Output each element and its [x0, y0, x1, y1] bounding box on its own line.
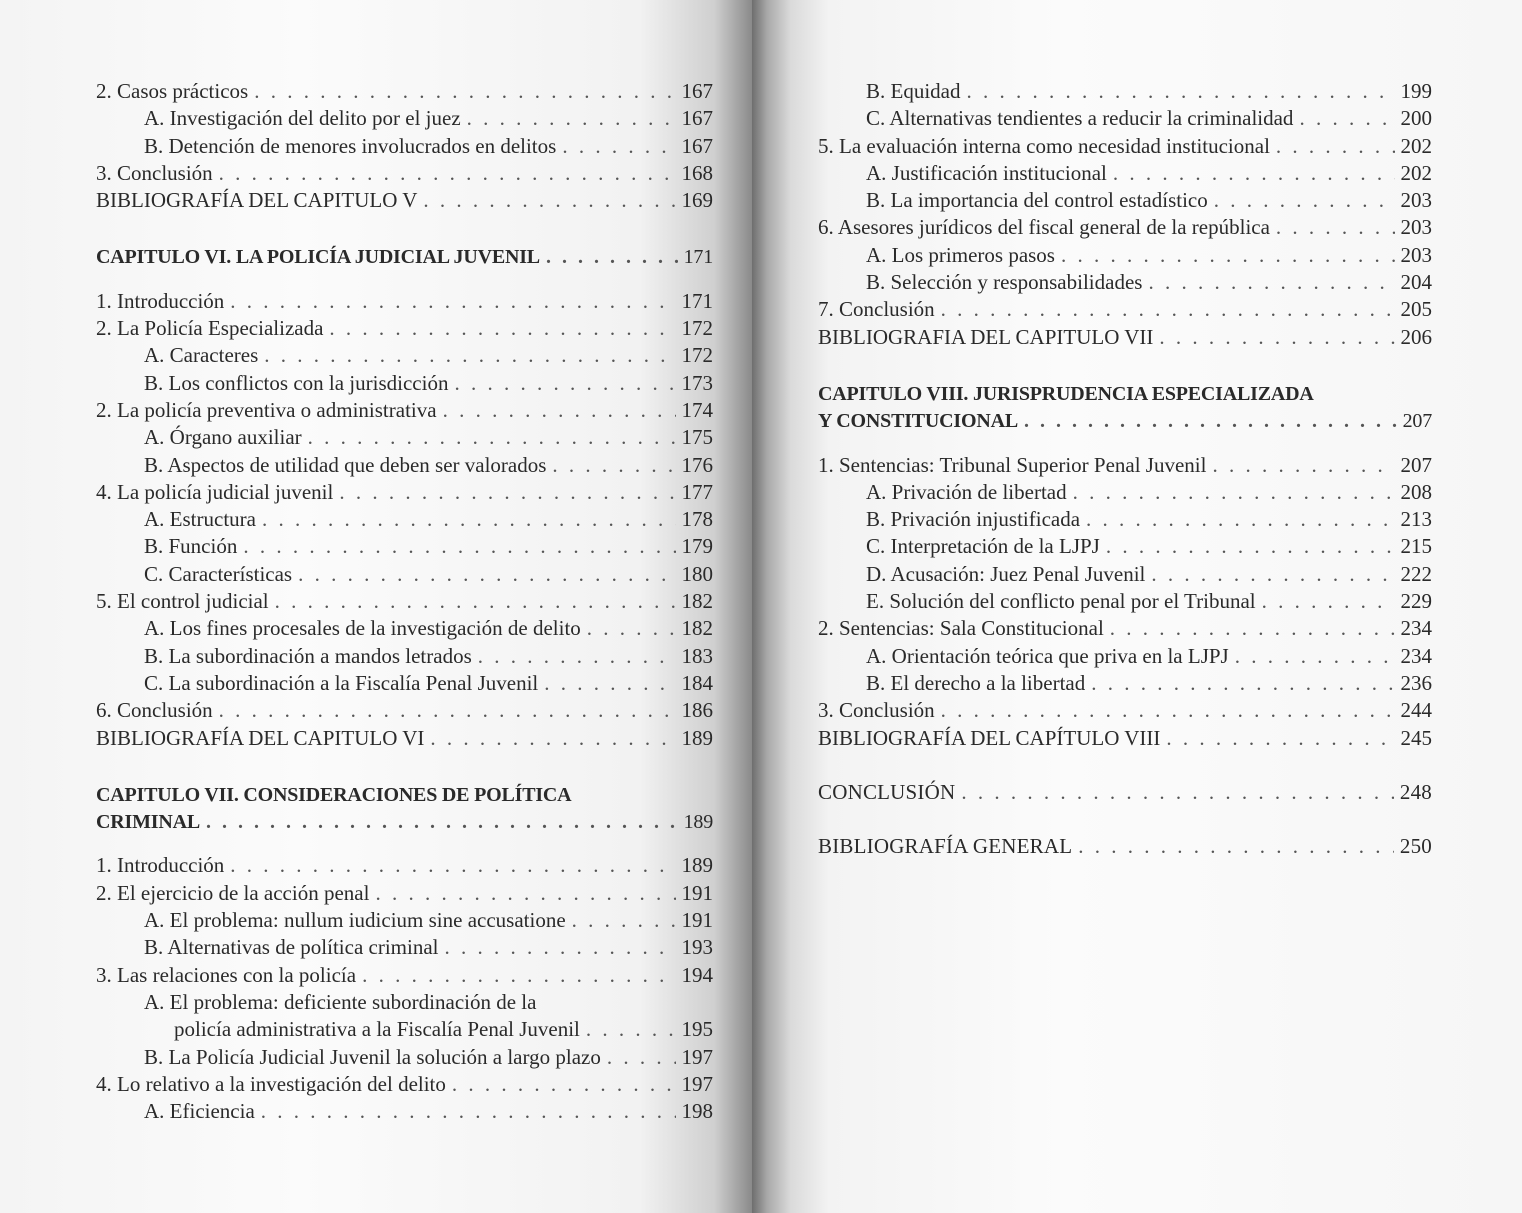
entry-label: 1. Sentencias: Tribunal Superior Penal Juvenil [818, 452, 1207, 477]
toc-entry [96, 506, 713, 533]
entry-label: C. La subordinación a la Fiscalía Penal Juvenil [144, 670, 539, 695]
dot-leader [1078, 833, 1394, 860]
dot-leader [1113, 160, 1395, 187]
toc-block-3 [96, 852, 713, 988]
dot-leader [454, 370, 675, 397]
toc-entry [96, 1071, 713, 1098]
page-number: 171 [681, 288, 713, 313]
toc-entry [818, 324, 1432, 351]
dot-leader [1148, 269, 1394, 296]
chapter-heading-viii [818, 408, 1432, 435]
dot-leader [544, 670, 675, 697]
toc-block-4 [96, 1044, 713, 1126]
entry-label: 2. La policía preventiva o administrativa [96, 397, 437, 422]
page-number: 229 [1400, 589, 1432, 614]
dot-leader [339, 479, 675, 506]
dot-leader [308, 424, 676, 451]
page-number: 234 [1400, 643, 1432, 668]
toc-right [818, 78, 1432, 860]
toc-entry [818, 78, 1432, 105]
toc-entry [96, 160, 713, 187]
page-number: 182 [681, 589, 713, 614]
chapter-title-line2: Y CONSTITUCIONAL [818, 410, 1018, 433]
page-number: 191 [681, 880, 713, 905]
page-number: 174 [681, 397, 713, 422]
page-number: 182 [681, 616, 713, 641]
toc-entry-conclusion [818, 779, 1432, 806]
page-number: 189 [681, 725, 713, 750]
entry-label: 2. La Policía Especializada [96, 316, 324, 341]
page-number: 173 [681, 370, 713, 395]
toc-entry [818, 588, 1432, 615]
dot-leader [329, 315, 675, 342]
entry-label: 6. Asesores jurídicos del fiscal general de la república [818, 215, 1270, 240]
toc-entry [818, 643, 1432, 670]
dot-leader [607, 1044, 676, 1071]
entry-label: B. Equidad [866, 79, 961, 103]
toc-entry [96, 907, 713, 934]
entry-label: A. Los primeros pasos [866, 242, 1055, 267]
toc-entry [818, 670, 1432, 697]
toc-left [96, 78, 713, 1125]
entry-label: 3. Conclusión [818, 698, 935, 723]
toc-entry [96, 697, 713, 724]
chapter-heading-vi [96, 244, 713, 271]
dot-leader [445, 934, 676, 961]
entry-label: B. Detención de menores involucrados en delitos [144, 133, 557, 158]
toc-entry [96, 615, 713, 642]
page-number: 197 [681, 1044, 713, 1069]
toc-entry [96, 934, 713, 961]
dot-leader [375, 880, 675, 907]
left-page [0, 0, 752, 1213]
toc-entry [96, 288, 713, 315]
entry-label: 2. Casos prácticos [96, 79, 249, 103]
entry-label: 3. Conclusión [96, 160, 213, 185]
dot-leader [452, 1071, 676, 1098]
entry-label: 6. Conclusión [96, 698, 213, 723]
page-number: 203 [1400, 188, 1432, 213]
page-number: 189 [681, 853, 713, 878]
page-number: 184 [681, 670, 713, 695]
page-number: 203 [1400, 215, 1432, 240]
dot-leader [1166, 725, 1394, 752]
toc-entry [818, 105, 1432, 132]
dot-leader [1276, 133, 1395, 160]
toc-entry [818, 533, 1432, 560]
entry-label: 3. Las relaciones con la policía [96, 962, 357, 987]
toc-entry [818, 133, 1432, 160]
page-number: 215 [1400, 534, 1432, 559]
toc-entry [818, 160, 1432, 187]
page-number: 198 [681, 1099, 713, 1124]
page-number: 248 [1399, 779, 1432, 804]
entry-label: 2. Sentencias: Sala Constitucional [818, 616, 1104, 641]
page-number: 172 [681, 343, 713, 368]
entry-label: A. Estructura [144, 507, 256, 532]
toc-entry [96, 105, 713, 132]
toc-entry [818, 187, 1432, 214]
dot-leader [1024, 408, 1397, 435]
dot-leader [254, 78, 675, 105]
toc-entry [818, 725, 1432, 752]
dot-leader [219, 160, 676, 187]
entry-label: A. Eficiencia [144, 1099, 255, 1124]
entry-label: 5. El control judicial [96, 589, 269, 614]
page-number: 206 [1400, 324, 1432, 349]
toc-entry [96, 342, 713, 369]
entry-label: 1. Introducción [96, 853, 225, 878]
entry-label: B. Función [144, 534, 238, 559]
dot-leader [1091, 670, 1394, 697]
page-number: 195 [681, 1017, 713, 1042]
dot-leader [1235, 643, 1395, 670]
page-number: 167 [681, 133, 713, 158]
entry-label: 2. El ejercicio de la acción penal [96, 880, 370, 905]
page-number: 205 [1400, 297, 1432, 322]
entry-label: B. Alternativas de política criminal [144, 935, 439, 960]
entry-label: A. Privación de libertad [866, 479, 1067, 504]
entry-label: C. Interpretación de la LJPJ [866, 534, 1100, 559]
toc-entry-bibliography [818, 833, 1432, 860]
dot-leader [275, 588, 676, 615]
entry-label: B. La Policía Judicial Juvenil la solución a largo plazo [144, 1044, 601, 1069]
toc-entry [96, 397, 713, 424]
toc-entry [96, 1098, 713, 1125]
dot-leader [219, 697, 676, 724]
entry-label: A. Los fines procesales de la investigación de delito [144, 616, 581, 641]
toc-entry [96, 452, 713, 479]
page-number: 194 [681, 962, 713, 987]
entry-label: BIBLIOGRAFÍA DEL CAPITULO V [96, 188, 418, 213]
entry-label: 4. Lo relativo a la investigación del delito [96, 1071, 446, 1096]
page-number: 202 [1400, 160, 1432, 185]
entry-label: B. La subordinación a mandos letrados [144, 643, 472, 668]
page-number: 180 [681, 561, 713, 586]
page-number: 213 [1400, 507, 1432, 532]
page-number: 200 [1400, 106, 1432, 131]
page-number: 176 [681, 452, 713, 477]
page-number: 167 [681, 106, 713, 131]
toc-entry [96, 78, 713, 105]
toc-entry-multiline-line2 [96, 1016, 713, 1043]
page-number: 236 [1400, 670, 1432, 695]
page-number: 197 [681, 1071, 713, 1096]
dot-leader [552, 452, 675, 479]
toc-entry [96, 479, 713, 506]
toc-entry [818, 242, 1432, 269]
entry-label: A. El problema: nullum iudicium sine accusatione [144, 908, 566, 933]
toc-entry [96, 133, 713, 160]
dot-leader [264, 342, 675, 369]
toc-block-6 [818, 452, 1432, 752]
dot-leader [562, 133, 675, 160]
entry-label: B. Selección y responsabilidades [866, 270, 1143, 295]
toc-entry [96, 424, 713, 451]
dot-leader [467, 105, 676, 132]
entry-label: B. El derecho a la libertad [866, 670, 1086, 695]
entry-label: BIBLIOGRAFÍA DEL CAPITULO VI [96, 725, 425, 750]
dot-leader [1299, 105, 1394, 132]
page-number: 183 [681, 643, 713, 668]
dot-leader [961, 779, 1394, 806]
dot-leader [1110, 615, 1395, 642]
entry-label: 7. Conclusión [818, 297, 935, 322]
toc-entry [818, 615, 1432, 642]
page-number: 169 [681, 188, 713, 213]
entry-label: 1. Introducción [96, 288, 225, 313]
entry-label: BIBLIOGRAFIA DEL CAPITULO VII [818, 324, 1154, 349]
toc-block-2 [96, 288, 713, 752]
dot-leader [362, 962, 675, 989]
entry-label: BIBLIOGRAFÍA DEL CAPÍTULO VIII [818, 725, 1161, 750]
toc-entry-multiline-line1 [96, 989, 713, 1016]
page-number: 208 [1400, 479, 1432, 504]
toc-entry [96, 880, 713, 907]
dot-leader [1073, 479, 1395, 506]
page-number: 203 [1400, 242, 1432, 267]
toc-entry [96, 670, 713, 697]
toc-block-1 [96, 78, 713, 214]
toc-entry [818, 479, 1432, 506]
dot-leader [430, 725, 675, 752]
toc-entry [96, 588, 713, 615]
page-number: 222 [1400, 561, 1432, 586]
chapter-title-line2: CRIMINAL [96, 811, 200, 834]
page-number: 250 [1399, 834, 1432, 859]
page-number: 193 [681, 935, 713, 960]
toc-entry [818, 269, 1432, 296]
page-number: 191 [681, 908, 713, 933]
entry-label: C. Características [144, 561, 293, 586]
toc-entry [818, 452, 1432, 479]
chapter-title-line1: CAPITULO VII. CONSIDERACIONES DE POLÍTICA [96, 783, 572, 806]
right-page [752, 0, 1522, 1213]
dot-leader [1214, 187, 1395, 214]
entry-label: C. Alternativas tendientes a reducir la criminalidad [866, 106, 1294, 131]
page-number: 245 [1400, 725, 1432, 750]
entry-label: A. Caracteres [144, 343, 259, 368]
entry-label: A. Investigación del delito por el juez [144, 106, 461, 131]
entry-label: A. Órgano auxiliar [144, 425, 302, 450]
entry-label: A. El problema: deficiente subordinación de la [144, 989, 537, 1014]
toc-entry [96, 852, 713, 879]
dot-leader [1276, 214, 1395, 241]
dot-leader [941, 697, 1395, 724]
toc-entry [96, 1044, 713, 1071]
dot-leader [586, 1016, 676, 1043]
page-number: 178 [681, 507, 713, 532]
chapter-title-line1: CAPITULO VIII. JURISPRUDENCIA ESPECIALIZADA [818, 382, 1314, 405]
page-number: 234 [1400, 616, 1432, 641]
toc-entry [818, 697, 1432, 724]
entry-label: BIBLIOGRAFÍA GENERAL [818, 834, 1073, 859]
entry-label: D. Acusación: Juez Penal Juvenil [866, 561, 1146, 586]
page-number: 189 [683, 811, 713, 834]
toc-entry [818, 506, 1432, 533]
page-number: 168 [681, 160, 713, 185]
toc-entry [96, 533, 713, 560]
page-number: 199 [1400, 79, 1432, 103]
entry-label: A. Justificación institucional [866, 160, 1107, 185]
dot-leader [941, 296, 1395, 323]
chapter-heading-vii [96, 809, 713, 836]
toc-entry [818, 561, 1432, 588]
dot-leader [1151, 561, 1394, 588]
entry-label: policía administrativa a la Fiscalía Penal Juvenil [174, 1017, 580, 1042]
toc-entry [96, 962, 713, 989]
entry-label: B. Aspectos de utilidad que deben ser valorados [144, 452, 547, 477]
page-number: 202 [1400, 133, 1432, 158]
page-number: 175 [681, 425, 713, 450]
toc-entry [96, 643, 713, 670]
dot-leader [261, 1098, 676, 1125]
dot-leader [1061, 242, 1395, 269]
dot-leader [230, 288, 675, 315]
page-number: 207 [1400, 452, 1432, 477]
entry-label: B. Privación injustificada [866, 507, 1081, 532]
toc-entry [96, 315, 713, 342]
toc-entry [818, 296, 1432, 323]
dot-leader [1262, 588, 1395, 615]
page-number: 186 [681, 698, 713, 723]
dot-leader [967, 78, 1395, 105]
dot-leader [443, 397, 676, 424]
entry-label: A. Orientación teórica que priva en la LJPJ [866, 643, 1229, 668]
dot-leader [206, 809, 678, 836]
page-number: 179 [681, 534, 713, 559]
toc-entry [96, 561, 713, 588]
dot-leader [546, 244, 678, 271]
dot-leader [262, 506, 676, 533]
entry-label: 5. La evaluación interna como necesidad institucional [818, 133, 1270, 158]
dot-leader [423, 187, 675, 214]
page-number: 172 [681, 316, 713, 341]
dot-leader [230, 852, 675, 879]
page-number: 177 [681, 479, 713, 504]
entry-label: 4. La policía judicial juvenil [96, 479, 334, 504]
chapter-title: CAPITULO VI. LA POLICÍA JUDICIAL JUVENIL [96, 246, 540, 269]
dot-leader [1086, 506, 1394, 533]
dot-leader [243, 533, 675, 560]
page-number: 207 [1402, 410, 1432, 433]
entry-label: E. Solución del conflicto penal por el Tribunal [866, 589, 1256, 614]
entry-label: B. Los conflictos con la jurisdicción [144, 370, 449, 395]
toc-entry [96, 725, 713, 752]
toc-block-5 [818, 78, 1432, 351]
dot-leader [1159, 324, 1394, 351]
page-number: 167 [681, 79, 713, 103]
page-number: 244 [1400, 698, 1432, 723]
page-number: 204 [1400, 270, 1432, 295]
entry-label: B. La importancia del control estadístico [866, 188, 1208, 213]
dot-leader [572, 907, 676, 934]
toc-entry [818, 214, 1432, 241]
dot-leader [478, 643, 676, 670]
dot-leader [1212, 452, 1394, 479]
dot-leader [298, 561, 675, 588]
page-number: 171 [683, 246, 713, 269]
entry-label: CONCLUSIÓN [818, 779, 956, 804]
dot-leader [587, 615, 676, 642]
toc-entry [96, 370, 713, 397]
toc-entry [96, 187, 713, 214]
dot-leader [1106, 533, 1395, 560]
